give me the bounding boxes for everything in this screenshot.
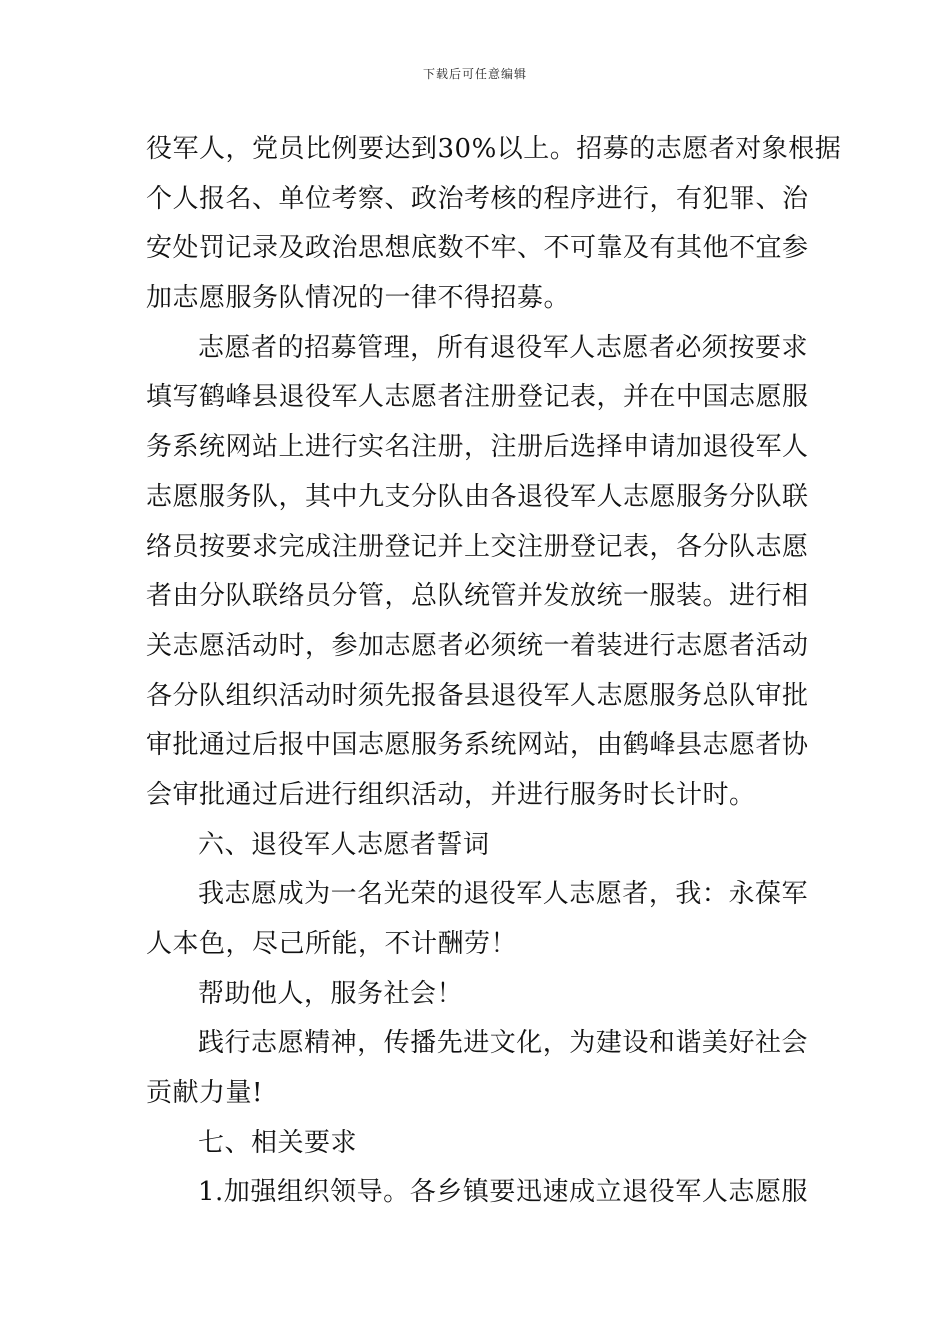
- text-line: 志愿者的招募管理，所有退役军人志愿者必须按要求: [198, 332, 808, 363]
- text-line: 帮助他人，服务社会！: [198, 978, 464, 1009]
- text-line: 加志愿服务队情况的一律不得招募。: [146, 283, 571, 314]
- text-line: 者由分队联络员分管，总队统管并发放统一服装。进行相: [146, 581, 809, 612]
- text-line: 关志愿活动时，参加志愿者必须统一着装进行志愿者活动: [146, 630, 809, 661]
- text-line: 役军人，党员比例要达到30%以上。招募的志愿者对象根据: [146, 134, 842, 164]
- text-line: 1.加强组织领导。各乡镇要迅速成立退役军人志愿服: [198, 1177, 808, 1208]
- text-line: 务系统网站上进行实名注册，注册后选择申请加退役军人: [146, 432, 809, 463]
- text-line: 志愿服务队，其中九支分队由各退役军人志愿服务分队联: [146, 481, 809, 512]
- text-line: 会审批通过后进行组织活动，并进行服务时长计时。: [146, 779, 756, 810]
- text-line: 各分队组织活动时须先报备县退役军人志愿服务总队审批: [146, 680, 809, 711]
- section-heading: 六、退役军人志愿者誓词: [198, 829, 490, 860]
- text-line: 个人报名、单位考察、政治考核的程序进行，有犯罪、治: [146, 183, 809, 214]
- text-line: 践行志愿精神，传播先进文化，为建设和谐美好社会: [198, 1028, 808, 1059]
- page-header-note: 下载后可任意编辑: [422, 67, 527, 81]
- text-line: 安处罚记录及政治思想底数不牢、不可靠及有其他不宜参: [146, 233, 809, 264]
- text-line: 填写鹤峰县退役军人志愿者注册登记表，并在中国志愿服: [146, 382, 809, 413]
- section-heading: 七、相关要求: [198, 1127, 358, 1158]
- text-line: 人本色，尽己所能，不计酬劳！: [146, 929, 518, 959]
- text-line: 络员按要求完成注册登记并上交注册登记表，各分队志愿: [146, 531, 809, 562]
- text-line: 审批通过后报中国志愿服务系统网站，由鹤峰县志愿者协: [146, 730, 809, 761]
- text-line: 我志愿成为一名光荣的退役军人志愿者，我：永葆军: [198, 879, 808, 910]
- document-body: [146, 125, 842, 1218]
- text-line: 贡献力量!: [146, 1078, 263, 1109]
